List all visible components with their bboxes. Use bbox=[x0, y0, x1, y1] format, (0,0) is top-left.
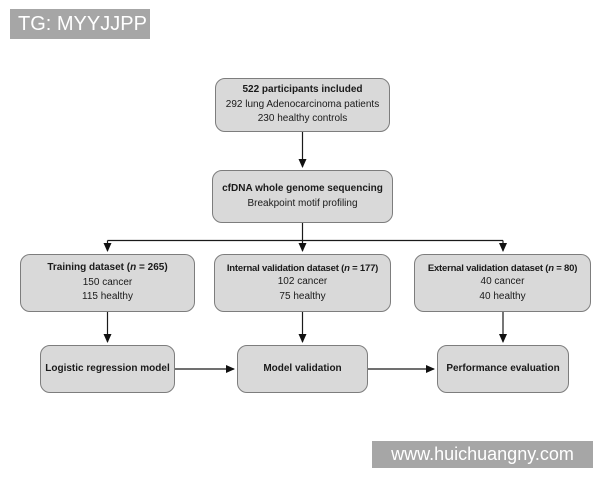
external-line-cancer: 40 cancer bbox=[480, 276, 525, 288]
external-title: External validation dataset (n = 80) bbox=[427, 262, 578, 274]
internal-line-healthy: 75 healthy bbox=[279, 290, 326, 302]
logistic-title: Logistic regression model bbox=[45, 362, 170, 374]
sequencing-line-profiling: Breakpoint motif profiling bbox=[247, 197, 358, 209]
internal-title: Internal validation dataset (n = 177) bbox=[226, 262, 379, 274]
participants-title: 522 participants included bbox=[242, 84, 363, 96]
flow-box-participants bbox=[215, 78, 390, 132]
flow-box-internal-validation bbox=[214, 254, 391, 312]
flow-box-model-validation bbox=[237, 345, 368, 393]
performance-title: Performance evaluation bbox=[446, 362, 560, 374]
participants-line-patients: 292 lung Adenocarcinoma patients bbox=[225, 98, 380, 110]
flow-box-training bbox=[20, 254, 195, 312]
flow-box-external-validation bbox=[414, 254, 591, 312]
sequencing-title: cfDNA whole genome sequencing bbox=[222, 183, 383, 194]
flow-box-performance-evaluation bbox=[437, 345, 569, 393]
participants-line-controls: 230 healthy controls bbox=[257, 113, 348, 125]
training-line-cancer: 150 cancer bbox=[82, 276, 133, 288]
flow-box-logistic-regression bbox=[40, 345, 175, 393]
watermark-top-left: TG: MYYJJPP bbox=[10, 9, 150, 39]
training-title: Training dataset (n = 265) bbox=[47, 262, 168, 274]
external-line-healthy: 40 healthy bbox=[479, 290, 526, 302]
flow-box-sequencing bbox=[212, 170, 393, 223]
internal-line-cancer: 102 cancer bbox=[277, 276, 328, 288]
training-line-healthy: 115 healthy bbox=[82, 291, 133, 303]
watermark-bottom-right: www.huichuangny.com bbox=[372, 441, 593, 468]
validation-title: Model validation bbox=[263, 362, 342, 374]
